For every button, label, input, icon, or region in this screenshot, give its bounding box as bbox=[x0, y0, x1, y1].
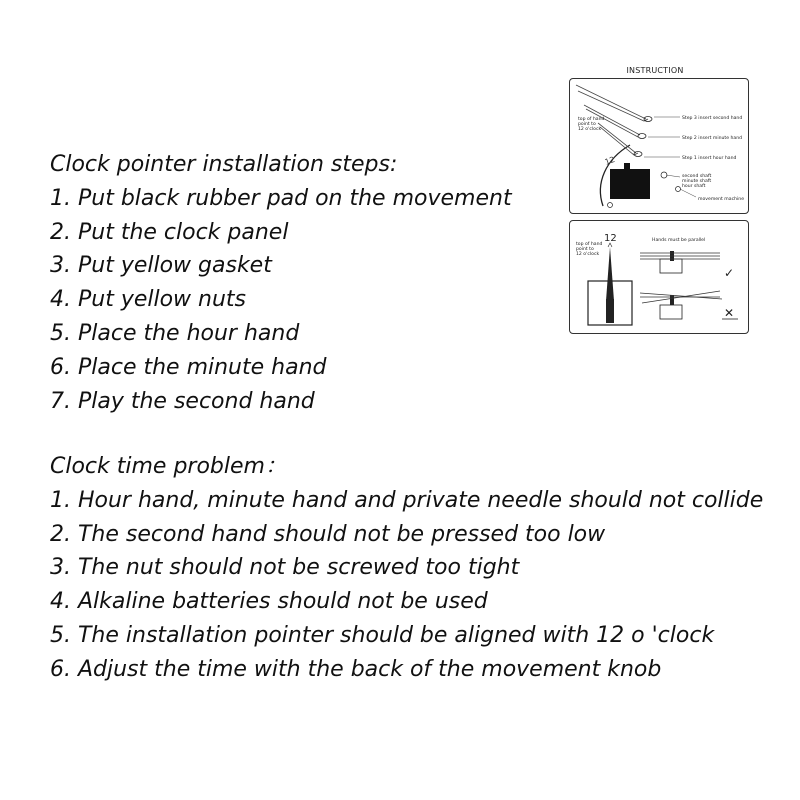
problem-item: 6. Adjust the time with the back of the movement knob bbox=[50, 656, 662, 682]
installation-steps bbox=[50, 148, 512, 418]
cross-icon: ✕ bbox=[724, 306, 735, 320]
parallel-label: Hands must be parallel bbox=[652, 238, 706, 243]
instruction-title: INSTRUCTION bbox=[626, 66, 684, 75]
top-note-1: top of hand bbox=[578, 117, 605, 122]
check-icon: ✓ bbox=[724, 266, 735, 280]
problems-heading: Clock time problem： bbox=[50, 454, 287, 479]
shaft-label-2: minute shaft bbox=[682, 179, 712, 184]
top-note-3: 12 o'clock bbox=[578, 127, 602, 132]
shaft-label-1: second shaft bbox=[682, 174, 712, 179]
svg-text:12: 12 bbox=[603, 154, 617, 167]
align-note-1: top of hand bbox=[576, 242, 603, 247]
problem-item: 1. Hour hand, minute hand and private needle should not collide bbox=[50, 487, 764, 513]
shaft-label-3: hour shaft bbox=[682, 184, 706, 189]
steps-heading: Clock pointer installation steps: bbox=[50, 152, 398, 177]
step-item: 6. Place the minute hand bbox=[50, 354, 327, 380]
step2-label: Step 2 insert minute hand bbox=[682, 136, 743, 141]
problem-item: 2. The second hand should not be pressed too low bbox=[50, 521, 606, 547]
step-item: 1. Put black rubber pad on the movement bbox=[50, 185, 512, 211]
time-problems bbox=[50, 450, 763, 687]
alignment-illustration bbox=[570, 221, 748, 333]
instruction-diagram-alignment bbox=[569, 220, 749, 334]
align-note-3: 12 o'clock bbox=[576, 252, 600, 257]
step-item: 5. Place the hour hand bbox=[50, 320, 300, 346]
top-note-2: point to bbox=[578, 122, 596, 127]
step1-label: Step 1 insert hour hand bbox=[682, 156, 737, 161]
step3-label: Step 3 insert second hand bbox=[682, 116, 743, 121]
step-item: 4. Put yellow nuts bbox=[50, 287, 247, 313]
machine-label: movement machine bbox=[698, 197, 745, 202]
twelve-label: 12 bbox=[604, 233, 617, 244]
problem-item: 4. Alkaline batteries should not be used bbox=[50, 589, 488, 615]
instruction-diagram-assembly bbox=[569, 78, 749, 214]
problem-item: 5. The installation pointer should be aligned with 12 o 'clock bbox=[50, 622, 715, 648]
assembly-illustration bbox=[570, 79, 748, 213]
step-item: 2. Put the clock panel bbox=[50, 219, 289, 245]
step-item: 3. Put yellow gasket bbox=[50, 253, 272, 279]
align-note-2: point to bbox=[576, 247, 594, 252]
step-item: 7. Play the second hand bbox=[50, 388, 315, 414]
problem-item: 3. The nut should not be screwed too tight bbox=[50, 555, 520, 581]
